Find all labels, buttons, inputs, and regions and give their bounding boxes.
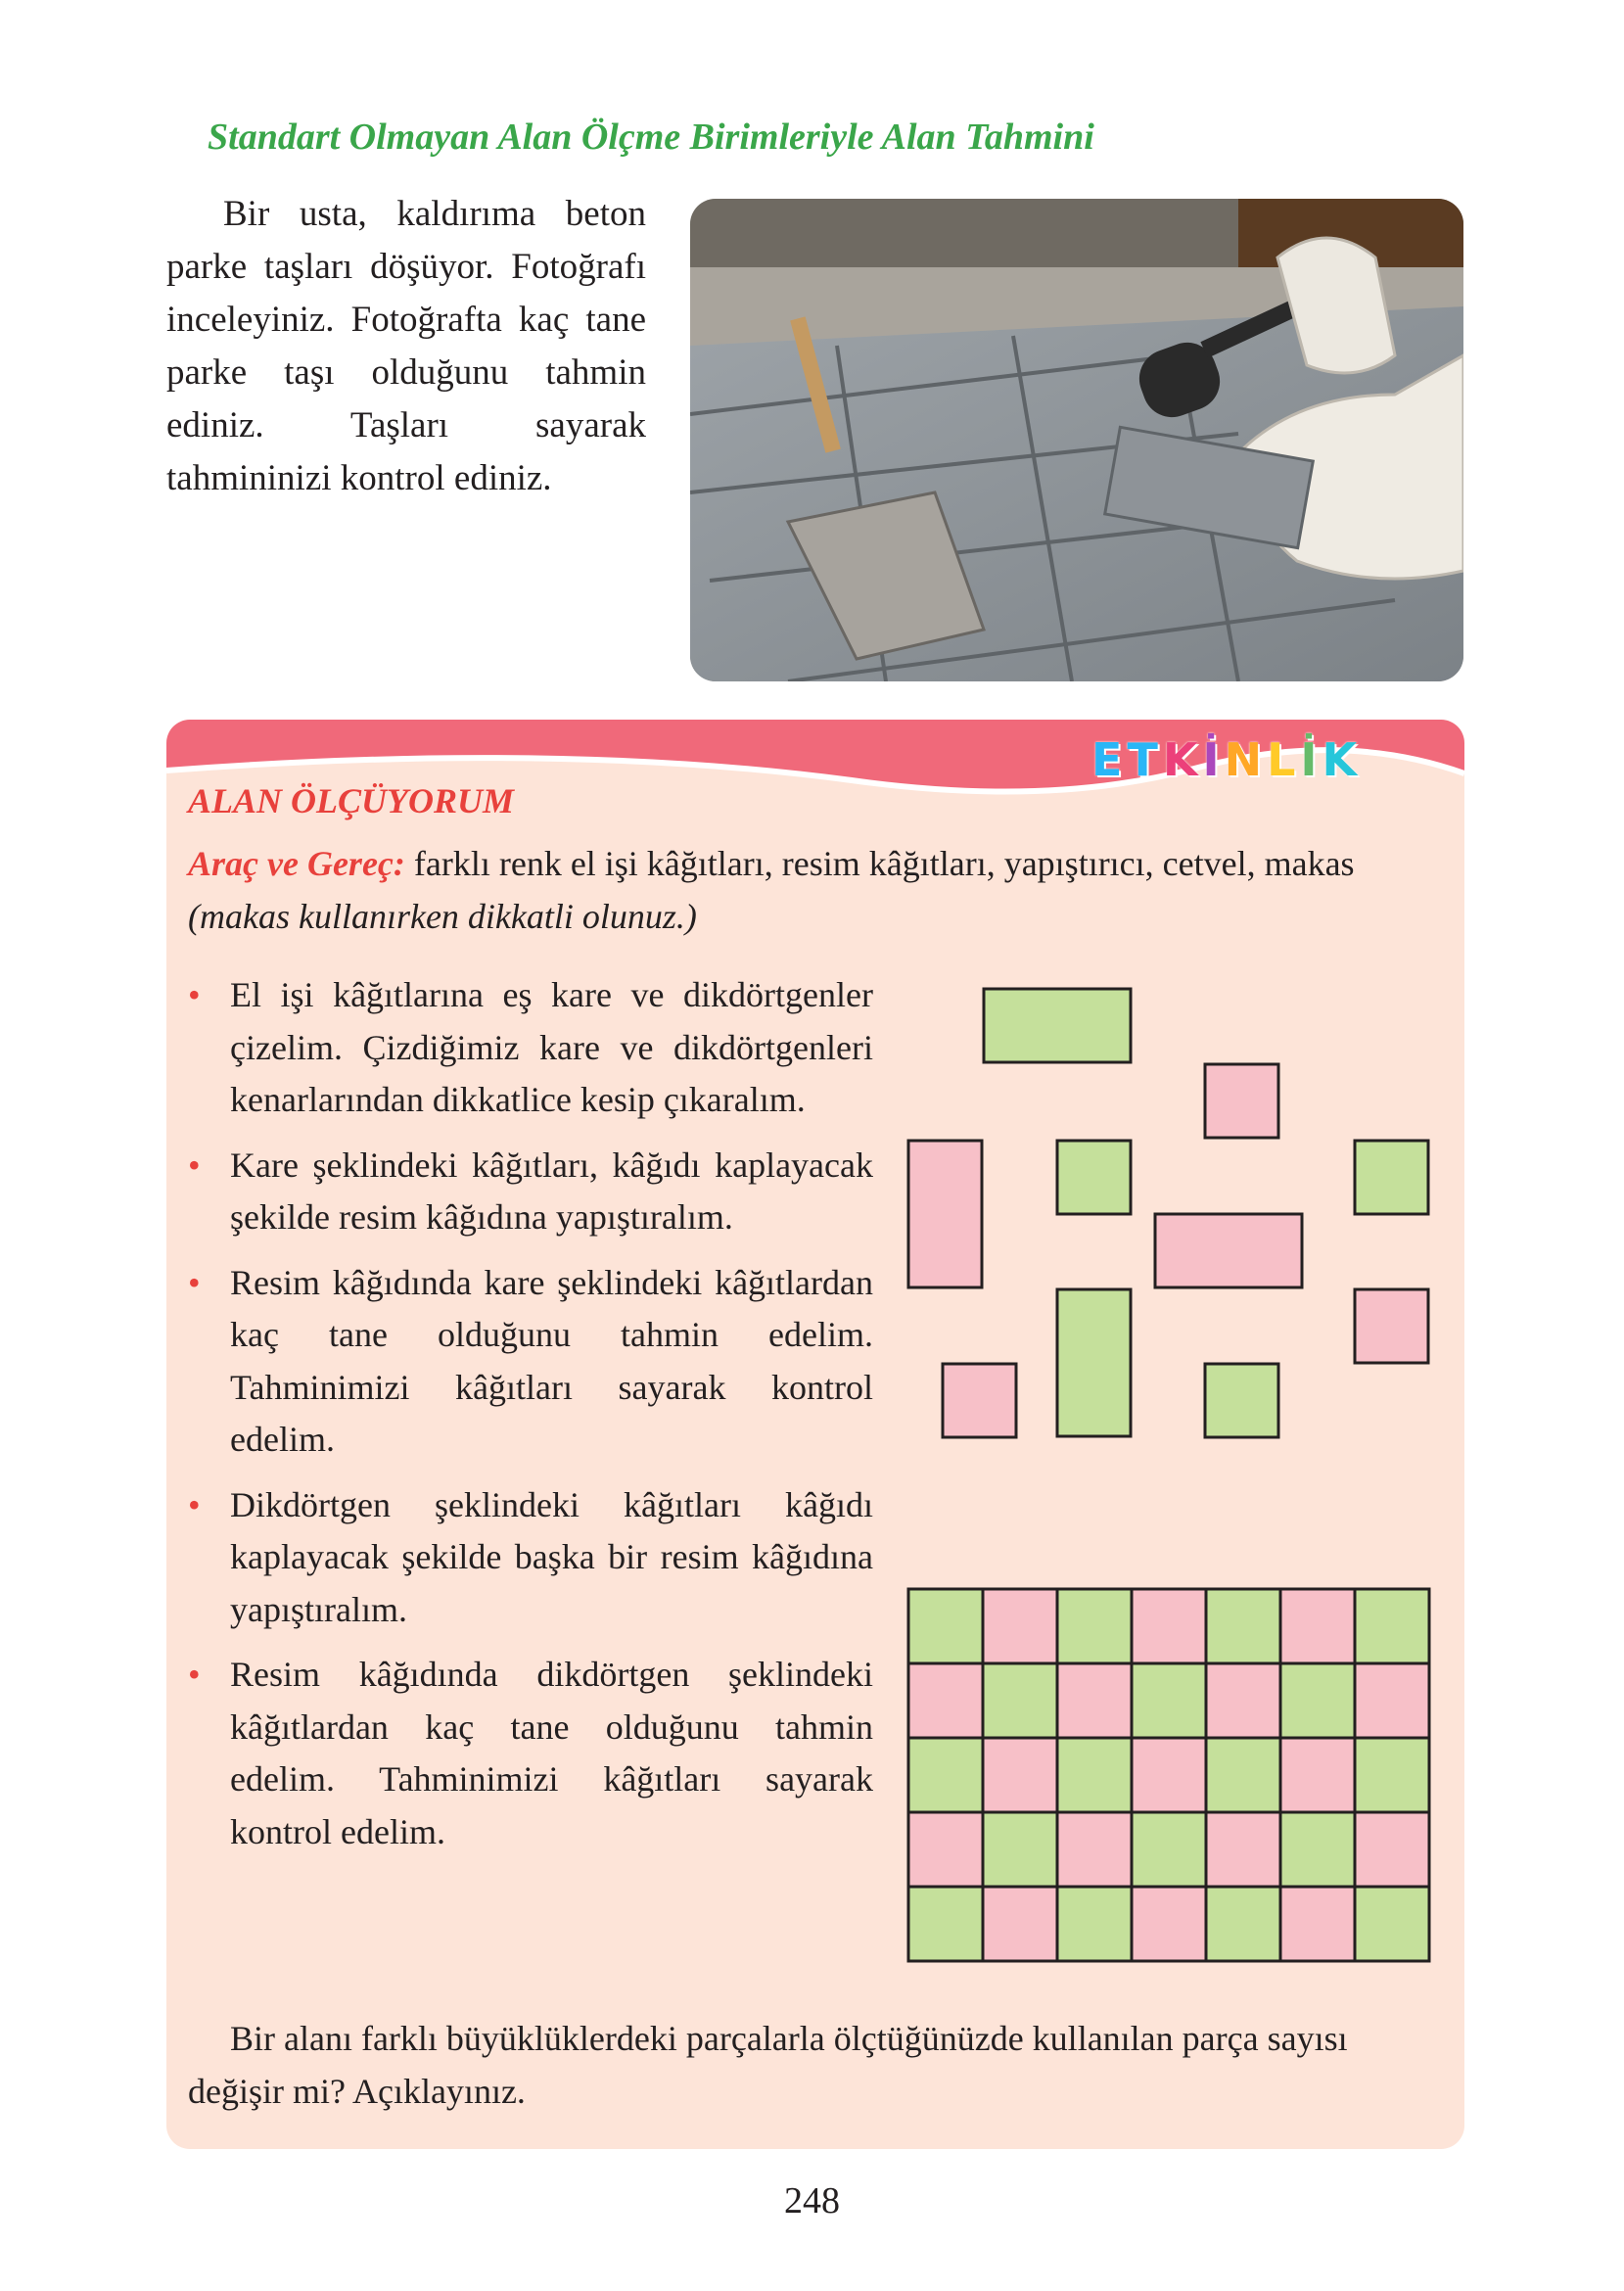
bullet-icon: • (188, 1145, 201, 1185)
closing-question: Bir alanı farklı büyüklüklerdeki parçalarla ölçtüğünüzde kullanılan parça sayısı değişir mi? Açıklayınız. (188, 2019, 1348, 2111)
grid-cell (1355, 1738, 1429, 1812)
grid-cell (1132, 1738, 1206, 1812)
badge-letter: K (1322, 733, 1358, 786)
badge-letter: N (1224, 733, 1263, 786)
grid-cell (1132, 1663, 1206, 1738)
grid-cell (908, 1663, 983, 1738)
badge-letter: K (1162, 733, 1198, 786)
grid-cell (1355, 1589, 1429, 1663)
grid-cell (1206, 1589, 1280, 1663)
grid-cell (1280, 1738, 1355, 1812)
list-item: • El işi kâğıtlarına eş kare ve dikdörtgenler çizelim. Çizdiğimiz kare ve dikdörtgenleri kenarlarından dikkatlice kesip çıkaralım. (188, 969, 873, 1127)
list-item: • Dikdörtgen şeklindeki kâğıtları kâğıdı kaplayacak şekilde başka bir resim kâğıdına yapıştıralım. (188, 1479, 873, 1637)
green-square (1205, 1364, 1278, 1437)
pink-rectangle (1155, 1214, 1302, 1287)
grid-cell (908, 1589, 983, 1663)
section-title: Standart Olmayan Alan Ölçme Birimleriyle Alan Tahmini (208, 117, 1094, 158)
materials-text: farklı renk el işi kâğıtları, resim kâğıtları, yapıştırıcı, cetvel, makas (404, 844, 1355, 883)
grid-cell (1206, 1663, 1280, 1738)
shapes-illustration (166, 720, 1464, 2149)
grid-cell (1280, 1887, 1355, 1961)
grid-cell (983, 1663, 1057, 1738)
checkerboard-grid (908, 1589, 1429, 1961)
grid-cell (983, 1589, 1057, 1663)
green-square (1355, 1141, 1428, 1214)
badge-letter: İ (1202, 733, 1220, 786)
list-item: • Resim kâğıdında dikdörtgen şeklindeki kâğıtlardan kaç tane olduğunu tahmin edelim. Tahminimizi kâğıtları sayarak kontrol edelim. (188, 1649, 873, 1858)
grid-cell (1280, 1812, 1355, 1887)
activity-panel (166, 720, 1464, 2149)
grid-cell (1280, 1589, 1355, 1663)
grid-cell (983, 1812, 1057, 1887)
grid-cell (1355, 1663, 1429, 1738)
grid-cell (983, 1738, 1057, 1812)
list-item: • Kare şeklindeki kâğıtları, kâğıdı kaplayacak şekilde resim kâğıdına yapıştıralım. (188, 1140, 873, 1244)
grid-cell (1057, 1589, 1132, 1663)
badge-letter: E (1091, 733, 1123, 786)
grid-cell (1355, 1887, 1429, 1961)
grid-cell (1206, 1738, 1280, 1812)
badge-letter: T (1127, 733, 1158, 786)
grid-cell (1057, 1887, 1132, 1961)
grid-cell (908, 1887, 983, 1961)
grid-cell (1132, 1887, 1206, 1961)
paving-stones-photo (690, 199, 1463, 681)
grid-cell (1057, 1812, 1132, 1887)
pink-square (1205, 1064, 1278, 1138)
grid-cell (1206, 1812, 1280, 1887)
grid-cell (1057, 1663, 1132, 1738)
grid-cell (983, 1887, 1057, 1961)
intro-paragraph: Bir usta, kaldırıma beton parke taşları döşüyor. Fotoğrafı inceleyiniz. Fotoğrafta kaç tane parke taşı olduğunu tahmin ediniz. Taşları sayarak tahmininizi kontrol ediniz. (166, 194, 646, 498)
pink-rectangle (908, 1141, 982, 1287)
green-square (1057, 1141, 1131, 1214)
bullet-icon: • (188, 1655, 201, 1694)
grid-cell (1057, 1738, 1132, 1812)
grid-cell (908, 1812, 983, 1887)
grid-cell (1132, 1812, 1206, 1887)
bullet-icon: • (188, 1262, 201, 1302)
scattered-paper-pieces (908, 989, 1428, 1437)
grid-cell (1280, 1663, 1355, 1738)
pink-square (1355, 1289, 1428, 1363)
activity-title: ALAN ÖLÇÜYORUM (188, 781, 515, 820)
list-item: • Resim kâğıdında kare şeklindeki kâğıtlardan kaç tane olduğunu tahmin edelim. Tahminimizi kâğıtları sayarak kontrol edelim. (188, 1257, 873, 1467)
pink-square (943, 1364, 1016, 1437)
green-rectangle (984, 989, 1131, 1062)
materials-label: Araç ve Gereç: (188, 844, 405, 883)
green-rectangle (1057, 1289, 1131, 1436)
grid-cell (908, 1738, 983, 1812)
grid-cell (1132, 1589, 1206, 1663)
bullet-icon: • (188, 975, 201, 1014)
bullet-icon: • (188, 1484, 201, 1524)
grid-cell (1355, 1812, 1429, 1887)
page-number: 248 (784, 2180, 840, 2221)
badge-letter: İ (1300, 733, 1318, 786)
grid-cell (1206, 1887, 1280, 1961)
badge-letter: L (1267, 733, 1296, 786)
photo-illustration (690, 199, 1463, 681)
materials-note: (makas kullanırken dikkatli olunuz.) (188, 897, 697, 936)
